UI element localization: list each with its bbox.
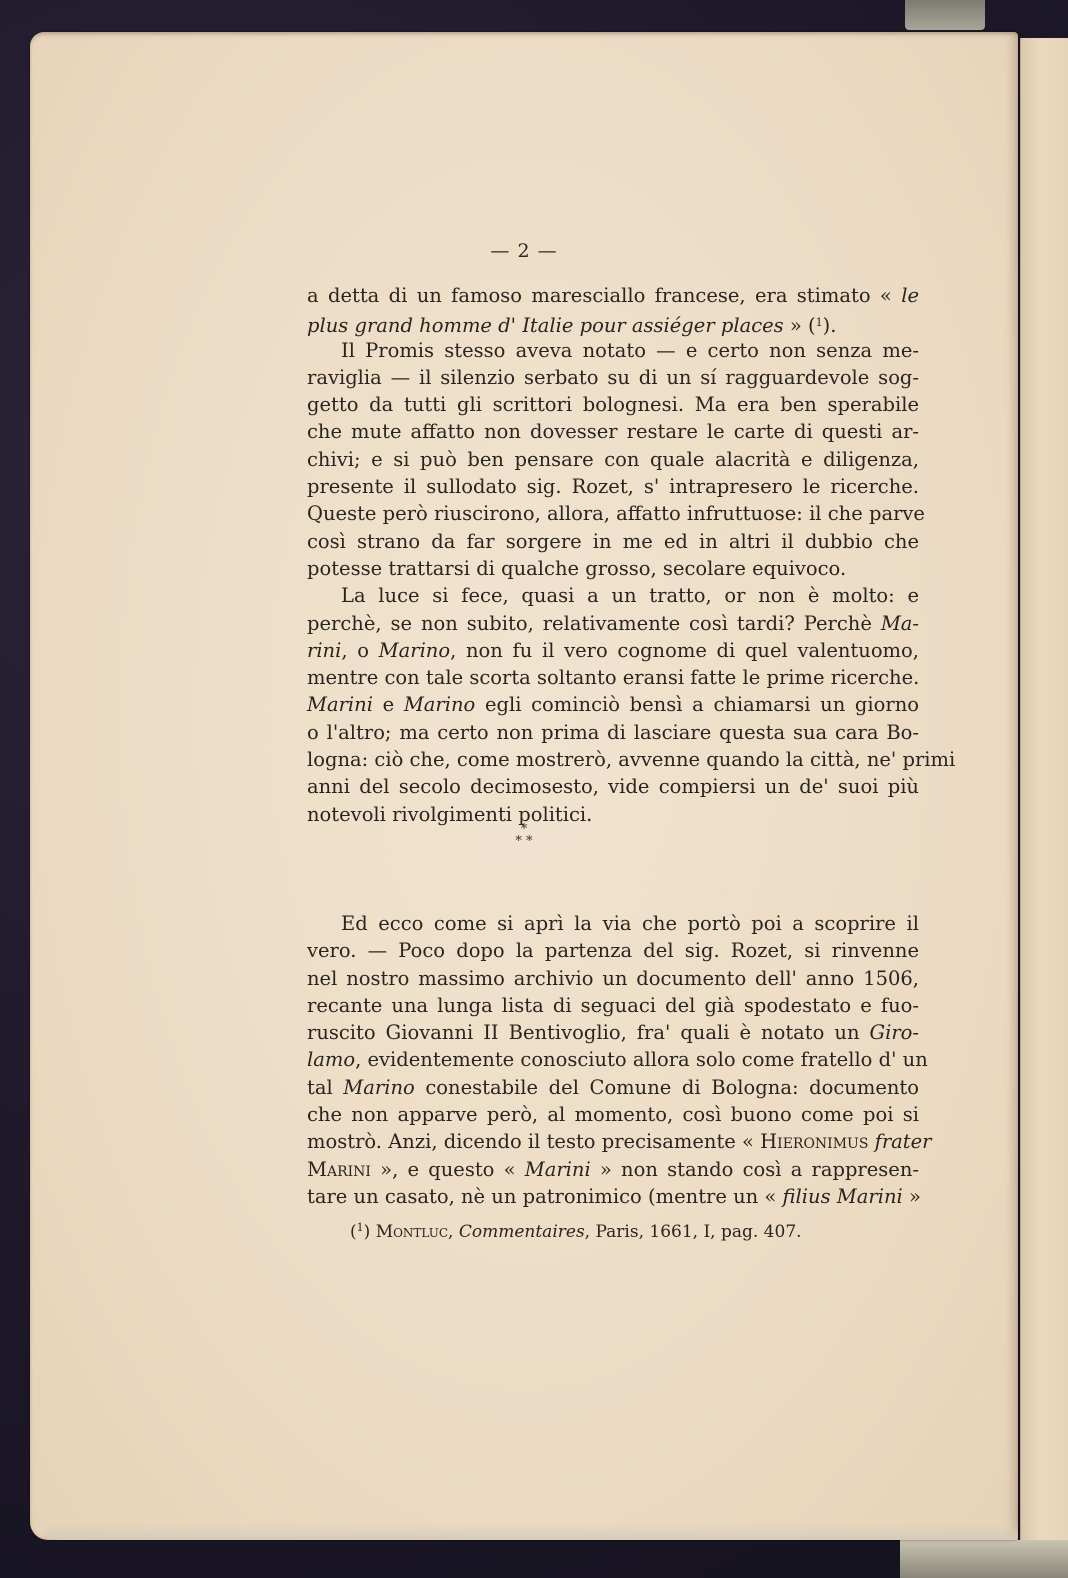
section-break-asterism <box>30 824 1018 848</box>
text-segment: egli cominciò bensì a chiamarsi un giorno <box>475 693 920 717</box>
text-segment: , o <box>341 638 379 662</box>
text-line <box>307 1156 919 1183</box>
text-line <box>307 1074 919 1101</box>
text-segment: rini <box>307 638 342 662</box>
text-line: chivi; e si può ben pensare con quale alacrità e diligenza, <box>307 447 919 471</box>
text-segment: Marini <box>307 693 373 717</box>
text-segment: ). <box>822 314 837 338</box>
page-number: — 2 — <box>490 240 558 262</box>
text-segment: La luce si fece, quasi a un tratto, or non è molto: e <box>341 584 919 608</box>
book-page <box>30 32 1018 1540</box>
paragraph-1 <box>307 282 919 337</box>
text-line <box>307 910 919 937</box>
text-segment: Ed ecco come si aprì la via che portò poi a scoprire il <box>341 911 919 935</box>
text-segment: e <box>372 693 404 717</box>
text-segment: Marini <box>524 1157 591 1181</box>
text-segment: lamo <box>307 1048 356 1072</box>
text-line: Queste però riuscirono, allora, affatto infruttuose: il che parve <box>307 502 925 526</box>
text-segment: Marini <box>307 1157 371 1181</box>
text-segment: filius Marini <box>782 1184 903 1208</box>
text-segment: Marino <box>378 638 451 662</box>
text-segment: , non fu il vero cognome di quel valentuomo, <box>450 638 919 662</box>
text-segment: tal <box>307 1075 344 1099</box>
footnote-title: Commentaires <box>458 1222 585 1242</box>
text-line <box>307 610 919 637</box>
text-segment: conestabile del Comune di Bologna: documento <box>414 1075 919 1099</box>
text-segment: perchè, se non subito, relativamente così tardi? Perchè <box>307 611 881 635</box>
footnote-details: , Paris, 1661, I, pag. 407. <box>584 1222 802 1242</box>
text-line <box>307 1128 932 1155</box>
paragraph-3 <box>307 582 956 828</box>
text-segment: logna: ciò che, come mostrerò, avvenne quando la città, ne' primi <box>307 748 956 772</box>
text-line: che mute affatto non dovesser restare le carte di questi ar- <box>307 420 919 444</box>
text-line <box>307 965 919 992</box>
text-line <box>307 309 919 336</box>
text-segment: » ( <box>783 314 816 338</box>
text-segment: anni del secolo decimosesto, vide compiersi un de' suoi più <box>307 775 919 799</box>
asterism-bottom: * * <box>515 834 533 849</box>
text-segment: » <box>902 1184 921 1208</box>
text-segment: nel nostro massimo archivio un documento dell' anno 1506, <box>307 966 919 990</box>
text-segment: Giro- <box>869 1021 919 1045</box>
text-segment: Ma- <box>880 611 919 635</box>
text-line <box>307 691 919 718</box>
text-segment: tare un casato, nè un patronimico (mentre un « <box>307 1184 783 1208</box>
text-segment: a detta di un famoso maresciallo francese, era stimato « <box>307 284 902 307</box>
text-line <box>307 637 919 664</box>
binding-clip-bottom <box>900 1540 1068 1578</box>
text-segment: notevoli rivolgimenti politici. <box>307 802 593 826</box>
text-line <box>307 992 919 1019</box>
text-line <box>307 1019 919 1046</box>
text-segment: o l'altro; ma certo non prima di lasciare questa sua cara Bo- <box>307 720 919 744</box>
text-line <box>307 719 919 746</box>
text-segment: ruscito Giovanni II Bentivoglio, fra' quali è notato un <box>307 1021 870 1045</box>
binding-clip-top <box>905 0 985 30</box>
text-line <box>307 582 919 609</box>
footnote: ($^1$) Montluc, Commentaires, Paris, 1661, I, pag. 407. <box>350 1221 802 1242</box>
text-line: presente il sullodato sig. Rozet, s' intrapresero le ricerche. <box>307 475 919 499</box>
text-line: getto da tutti gli scrittori bolognesi. Ma era ben sperabile <box>307 393 919 417</box>
text-segment: plus grand homme d' Italie pour assiéger places <box>307 314 784 338</box>
text-line: così strano da far sorgere in me ed in altri il dubbio che <box>307 529 919 553</box>
body-text <box>307 282 956 1210</box>
text-segment: frater <box>874 1130 932 1154</box>
text-segment: vero. — Poco dopo la partenza del sig. Rozet, si rinvenne <box>307 939 919 963</box>
text-line <box>307 773 919 800</box>
text-segment: le <box>901 284 919 307</box>
text-line <box>307 1046 928 1073</box>
adjacent-page-edge <box>1020 38 1068 1543</box>
text-line <box>307 1183 919 1210</box>
text-line <box>307 937 919 964</box>
text-segment: Marino <box>403 693 476 717</box>
text-line <box>307 664 919 691</box>
text-segment: 1 <box>815 316 823 330</box>
asterism-top: * <box>520 822 528 837</box>
footnote-author: Montluc <box>375 1222 449 1242</box>
text-line: Il Promis stesso aveva notato — e certo non senza me- <box>341 338 919 362</box>
text-segment: , evidentemente conosciuto allora solo come fratello d' un <box>355 1048 928 1072</box>
text-segment: Hieronimus <box>760 1130 869 1154</box>
paragraph-2 <box>307 337 925 583</box>
text-line: potesse trattarsi di qualche grosso, secolare equivoco. <box>307 556 847 580</box>
text-segment: mostrò. Anzi, dicendo il testo precisamente « <box>307 1130 761 1154</box>
text-line <box>307 746 956 773</box>
footnote-marker: 1 <box>356 1221 364 1234</box>
text-segment: Marino <box>343 1075 415 1099</box>
text-segment: » non stando così a rappresen- <box>590 1157 919 1181</box>
paragraph-4 <box>307 910 932 1210</box>
text-segment: », e questo « <box>370 1157 525 1181</box>
text-segment: che non apparve però, al momento, così buono come poi si <box>307 1103 919 1127</box>
text-line <box>307 282 919 309</box>
text-line: raviglia — il silenzio serbato su di un sí ragguardevole sog- <box>307 365 919 389</box>
text-segment: recante una lunga lista di seguaci del già spodestato e fuo- <box>307 993 919 1017</box>
text-line <box>307 1101 919 1128</box>
text-segment: mentre con tale scorta soltanto eransi fatte le prime ricerche. <box>307 666 920 690</box>
